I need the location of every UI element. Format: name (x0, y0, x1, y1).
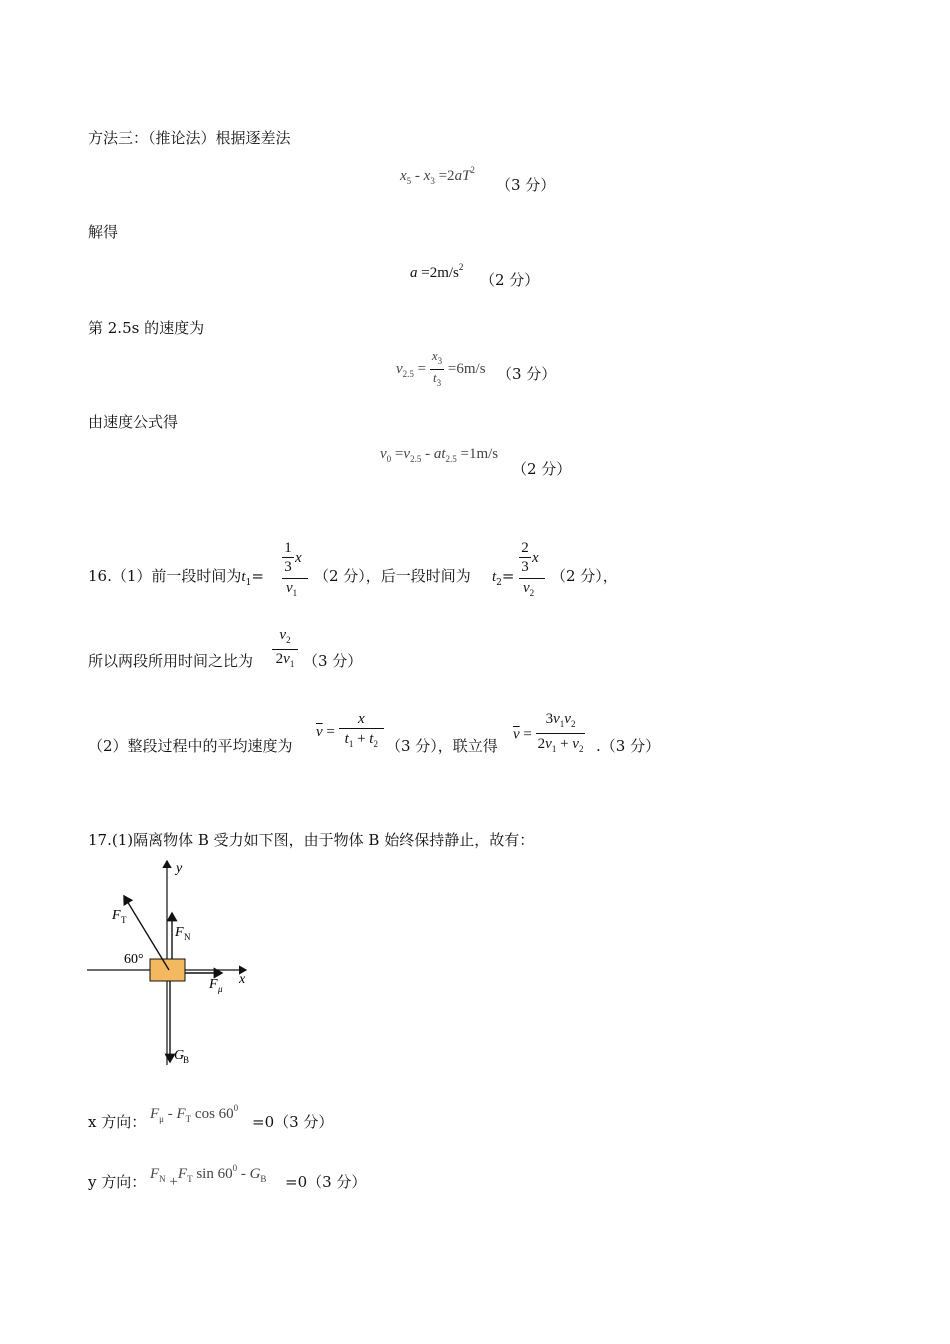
angle-label: 60° (124, 952, 144, 967)
t2-eq-sign: = (501, 567, 515, 585)
q16-part2-score-b: .（3 分） (596, 737, 661, 755)
q16-part1 (88, 566, 264, 593)
block-b (150, 959, 185, 981)
t2-fraction: 2 3 x $v_2$ (519, 538, 549, 602)
friction-subscript: μ (218, 984, 223, 994)
equation-v0: $v_0 =v_{2.5} - at_{2.5} =1m/s$ (380, 446, 499, 464)
y-direction-label: y 方向： (88, 1173, 147, 1191)
q16-ratio-score: （3 分） (303, 652, 363, 670)
ratio-fraction: $v_2$ $2v_1$ (272, 626, 298, 673)
equation-acceleration: $a =2m/s^2$ (410, 262, 464, 281)
q16-score-b: （2 分）， (551, 567, 618, 585)
x-axis-label: x (239, 972, 246, 987)
gravity-subscript: B (183, 1055, 190, 1065)
average-velocity-formula: $\overline{v}$ = $\frac{x}{t_1 + t_2}$ (316, 710, 384, 754)
x-direction-equation: $F_\mu - F_T$ $\cos 60^0$ (150, 1103, 239, 1124)
score-eq4: （2 分） (512, 460, 572, 478)
x-direction-label: x 方向： (88, 1113, 147, 1131)
ft-label: F (112, 908, 121, 923)
q17-intro: 17.(1)隔离物体 B 受力如下图，由于物体 B 始终保持静止，故有： (88, 831, 535, 849)
gravity-label: G (174, 1048, 185, 1063)
y-axis-label: y (176, 861, 183, 876)
t2-label (492, 566, 514, 593)
x-direction-result: =0（3 分） (252, 1113, 334, 1131)
method3-heading: 方法三：（推论法）根据逐差法 (88, 129, 291, 147)
force-diagram (84, 855, 264, 1070)
q16-score-a: （2 分），后一段时间为 (314, 567, 471, 585)
v25-label: 第 2.5s 的速度为 (88, 319, 205, 337)
score-eq3: （3 分） (497, 365, 557, 383)
fn-label: F (175, 925, 184, 940)
y-direction-equation: $F_N +F_T$ $\sin 60^0 - G_B$ (150, 1163, 267, 1190)
friction-label: F (209, 977, 218, 992)
score-eq2: （2 分） (480, 271, 540, 289)
t1-symbol: t (241, 569, 246, 585)
q16-part1-prefix: 16.（1）前一段时间为 (88, 567, 242, 585)
t1-fraction: 1 3 x $v_1$ (282, 538, 312, 602)
t2-symbol: t (492, 569, 497, 585)
t1-eq-sign: = (251, 567, 264, 585)
q16-part2-prefix: （2）整段过程中的平均速度为 (88, 737, 293, 755)
equation-v25: $v_{2.5}$ = $\frac{x_3}{t_3}$ =6m/s (396, 348, 486, 391)
q16-part2-score-a: （3 分），联立得 (386, 737, 498, 755)
q16-ratio-prefix: 所以两段所用时间之比为 (88, 652, 254, 670)
y-direction-result: =0（3 分） (285, 1173, 367, 1191)
equation-successive-difference: $x_5 - x_3 =2aT^2$ (400, 165, 475, 186)
t2-subscript: 2 (496, 578, 502, 588)
score-eq1: （3 分） (496, 176, 556, 194)
formula-label: 由速度公式得 (88, 413, 179, 431)
solve-label: 解得 (88, 223, 119, 241)
ft-subscript: T (121, 915, 127, 925)
fn-subscript: N (184, 932, 191, 942)
average-velocity-result: $\overline{v}$ = $\frac{3v_1v_2}{2v_1 + v_2}$ (513, 710, 585, 759)
t1-subscript: 1 (245, 578, 252, 588)
